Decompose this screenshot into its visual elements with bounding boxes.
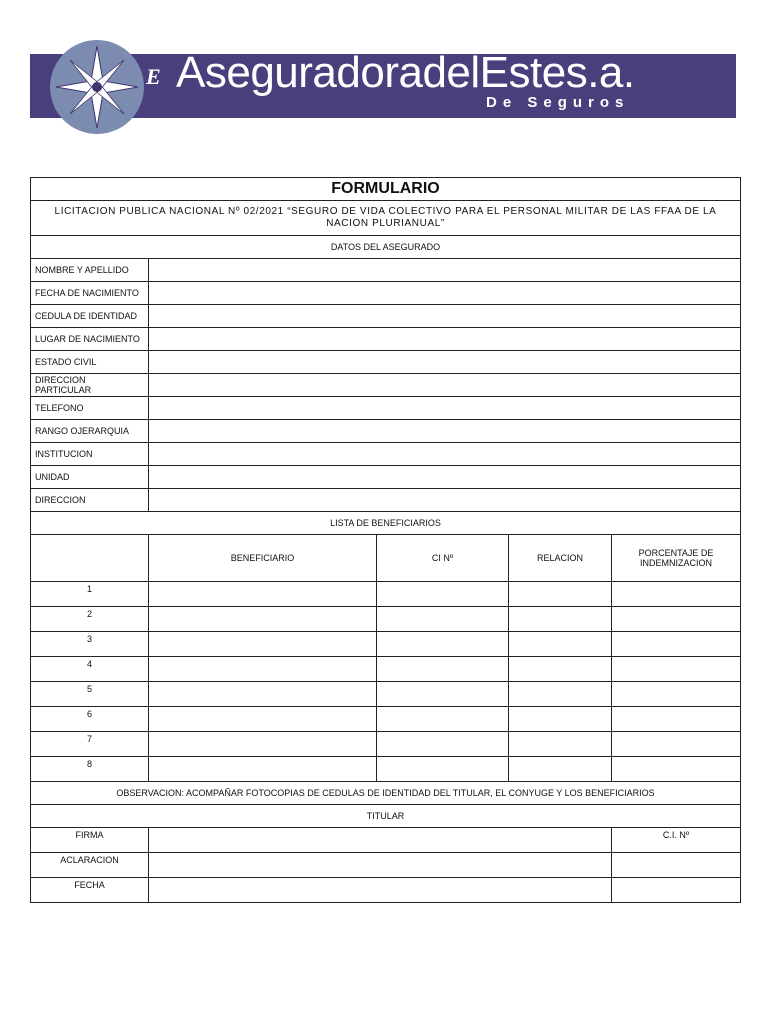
beneficiary-col-header: BENEFICIARIO <box>149 535 377 582</box>
holder-field-label: FECHA <box>31 878 149 903</box>
relation-col-header: RELACION <box>509 535 612 582</box>
holder-field-input[interactable] <box>149 828 612 853</box>
insured-field-row <box>31 420 741 443</box>
beneficiary-row-number: 3 <box>31 632 149 657</box>
beneficiary-row <box>31 582 741 607</box>
beneficiary-row <box>31 732 741 757</box>
beneficiary-row-number: 6 <box>31 707 149 732</box>
insured-field-input[interactable] <box>149 443 741 466</box>
beneficiary-name-input[interactable] <box>149 607 377 632</box>
beneficiary-relation-input[interactable] <box>509 632 612 657</box>
beneficiary-header-row <box>31 535 741 582</box>
beneficiary-relation-input[interactable] <box>509 607 612 632</box>
compass-star-icon <box>50 40 144 134</box>
beneficiary-relation-input[interactable] <box>509 707 612 732</box>
beneficiary-percentage-input[interactable] <box>612 732 741 757</box>
beneficiary-relation-input[interactable] <box>509 682 612 707</box>
beneficiary-row <box>31 632 741 657</box>
beneficiary-name-input[interactable] <box>149 707 377 732</box>
insured-field-input[interactable] <box>149 466 741 489</box>
holder-field-label: FIRMA <box>31 828 149 853</box>
insured-field-label: FECHA DE NACIMIENTO <box>31 282 149 305</box>
beneficiary-ci-input[interactable] <box>377 757 509 782</box>
insured-field-input[interactable] <box>149 397 741 420</box>
beneficiary-name-input[interactable] <box>149 582 377 607</box>
beneficiaries-section-header: LISTA DE BENEFICIARIOS <box>31 512 741 535</box>
beneficiary-percentage-input[interactable] <box>612 657 741 682</box>
form-table <box>30 177 741 903</box>
beneficiary-name-input[interactable] <box>149 657 377 682</box>
beneficiary-row <box>31 657 741 682</box>
beneficiary-row <box>31 682 741 707</box>
insured-field-label: LUGAR DE NACIMIENTO <box>31 328 149 351</box>
insured-field-label: TELEFONO <box>31 397 149 420</box>
beneficiary-ci-input[interactable] <box>377 657 509 682</box>
insured-field-row <box>31 443 741 466</box>
insured-field-row <box>31 466 741 489</box>
company-tagline: De Seguros <box>486 94 630 111</box>
insured-field-input[interactable] <box>149 489 741 512</box>
insured-field-row <box>31 397 741 420</box>
holder-field-row <box>31 828 741 853</box>
insured-field-row <box>31 282 741 305</box>
beneficiary-row <box>31 707 741 732</box>
beneficiary-relation-input[interactable] <box>509 757 612 782</box>
insured-field-input[interactable] <box>149 420 741 443</box>
beneficiary-ci-input[interactable] <box>377 682 509 707</box>
insured-field-label: CEDULA DE IDENTIDAD <box>31 305 149 328</box>
insured-field-label: NOMBRE Y APELLIDO <box>31 259 149 282</box>
insured-field-row <box>31 374 741 397</box>
holder-field-row <box>31 853 741 878</box>
beneficiary-relation-input[interactable] <box>509 657 612 682</box>
insured-field-label: DIRECCION PARTICULAR <box>31 374 149 397</box>
beneficiary-name-input[interactable] <box>149 682 377 707</box>
beneficiary-row-number: 4 <box>31 657 149 682</box>
beneficiary-row-number: 2 <box>31 607 149 632</box>
insured-field-input[interactable] <box>149 282 741 305</box>
insured-field-label: UNIDAD <box>31 466 149 489</box>
ci-col-header: CI Nº <box>377 535 509 582</box>
insured-field-input[interactable] <box>149 374 741 397</box>
holder-ci-label: C.I. Nº <box>612 828 741 853</box>
insured-field-input[interactable] <box>149 259 741 282</box>
beneficiary-percentage-input[interactable] <box>612 757 741 782</box>
insured-field-row <box>31 305 741 328</box>
beneficiary-ci-input[interactable] <box>377 607 509 632</box>
insured-field-input[interactable] <box>149 351 741 374</box>
beneficiary-row <box>31 607 741 632</box>
beneficiary-name-input[interactable] <box>149 732 377 757</box>
beneficiary-ci-input[interactable] <box>377 732 509 757</box>
beneficiary-percentage-input[interactable] <box>612 682 741 707</box>
insured-section-header: DATOS DEL ASEGURADO <box>31 236 741 259</box>
company-name: AseguradoradelEstes.a. <box>176 48 635 97</box>
beneficiary-row-number: 5 <box>31 682 149 707</box>
insured-field-row <box>31 259 741 282</box>
holder-field-input[interactable] <box>149 878 612 903</box>
beneficiary-percentage-input[interactable] <box>612 607 741 632</box>
insured-field-row <box>31 489 741 512</box>
insured-field-row <box>31 328 741 351</box>
observation-note: OBSERVACION: ACOMPAÑAR FOTOCOPIAS DE CEDULAS DE IDENTIDAD DEL TITULAR, EL CONYUGE Y LOS BENEFICIARIOS <box>31 782 741 805</box>
beneficiary-percentage-input[interactable] <box>612 582 741 607</box>
beneficiary-row-number: 7 <box>31 732 149 757</box>
beneficiary-row-number: 1 <box>31 582 149 607</box>
beneficiary-name-input[interactable] <box>149 757 377 782</box>
holder-section-header: TITULAR <box>31 805 741 828</box>
beneficiary-name-input[interactable] <box>149 632 377 657</box>
holder-field-input[interactable] <box>149 853 612 878</box>
beneficiary-relation-input[interactable] <box>509 732 612 757</box>
beneficiary-row-number: 8 <box>31 757 149 782</box>
holder-ci-input[interactable] <box>612 853 741 878</box>
insured-field-input[interactable] <box>149 328 741 351</box>
beneficiary-header-blank <box>31 535 149 582</box>
beneficiary-ci-input[interactable] <box>377 707 509 732</box>
percentage-col-header: PORCENTAJE DE INDEMNIZACION <box>612 535 741 582</box>
logo-prefix: E <box>146 64 161 89</box>
holder-field-row <box>31 878 741 903</box>
beneficiary-percentage-input[interactable] <box>612 632 741 657</box>
beneficiary-ci-input[interactable] <box>377 582 509 607</box>
beneficiary-percentage-input[interactable] <box>612 707 741 732</box>
beneficiary-relation-input[interactable] <box>509 582 612 607</box>
holder-field-label: ACLARACION <box>31 853 149 878</box>
beneficiary-ci-input[interactable] <box>377 632 509 657</box>
insured-field-label: RANGO OJERARQUIA <box>31 420 149 443</box>
insured-field-label: DIRECCION <box>31 489 149 512</box>
form-subtitle: LICITACION PUBLICA NACIONAL Nº 02/2021 “SEGURO DE VIDA COLECTIVO PARA EL PERSONAL MILITAR DE LAS FFAA DE LA NACION PLURIANUAL” <box>31 201 741 236</box>
insured-field-label: INSTITUCION <box>31 443 149 466</box>
form-title: FORMULARIO <box>31 178 741 201</box>
insured-field-label: ESTADO CIVIL <box>31 351 149 374</box>
insured-field-row <box>31 351 741 374</box>
insured-field-input[interactable] <box>149 305 741 328</box>
beneficiary-row <box>31 757 741 782</box>
holder-ci-input[interactable] <box>612 878 741 903</box>
